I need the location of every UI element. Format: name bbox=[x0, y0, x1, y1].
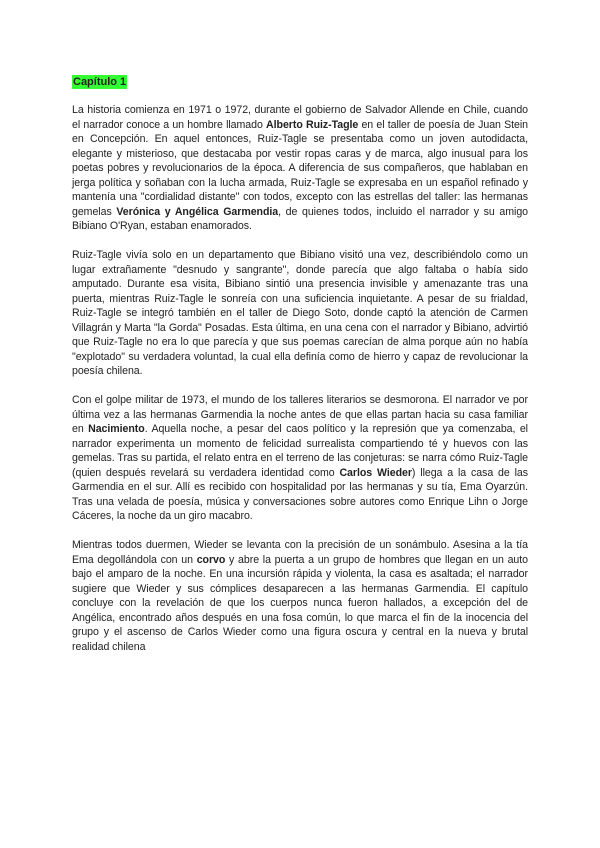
text-run: , de quienes todos, incluido el narrador y su amigo Bibiano O'Ryan, estaban enamorados. bbox=[72, 205, 529, 232]
text-run: ) llega a la casa de las Garmendia en el sur. Allí es recibido con hospitalidad por las hermanas y su tía, Ema Oyarzún. Tras una velada de poesía, música y conversaciones sobre autores como Enrique Lihn o Jorge Cáceres, la noche da un giro macabro. bbox=[72, 466, 529, 522]
bold-text: corvo bbox=[196, 553, 226, 566]
text-run: y abre la puerta a un grupo de hombres que llegan en un auto bajo el amparo de la noche. En una incursión rápida y violenta, la casa es asaltada; el narrador sugiere que Wieder y sus cómplices desaparecen a las hermanas Garmendia. El capítulo concluye con la revelación de que los cuerpos nunca fueron hallados, a excepción del de Angélica, encontrado años después en una fosa común, lo que marca el fin de la inocencia del grupo y el ascenso de Carlos Wieder como una figura oscura y central en la nueva y brutal realidad chilena bbox=[72, 553, 528, 653]
bold-text: Verónica y Angélica Garmendia bbox=[116, 205, 279, 218]
text-run: La historia comienza en 1971 o 1972, durante el gobierno de Salvador Allende en Chile, cuando el narrador conoce a un hombre llamado bbox=[72, 104, 528, 131]
paragraph-3 bbox=[72, 393, 528, 524]
text-run: Mientras todos duermen, Wieder se levanta con la precisión de un sonámbulo. Asesina a la tía Ema degollándola con un bbox=[72, 539, 528, 566]
text-run: Ruiz-Tagle vivía solo en un departamento que Bibiano visitó una vez, describiéndolo como un lugar extrañamente "desnudo y sangrante", donde parecía que algo faltaba o había sido amputado. Durante esa visita, Bibiano sintió una presencia invisible y amenazante tras una puerta, mientras Ruiz-Tagle le sonreía con una suficiencia inquietante. A pesar de su frialdad, Ruiz-Tagle se integró también en el taller de Diego Soto, donde captó la atención de Carmen Villagrán y Marta "la Gorda" Posadas. Esta última, en una cena con el narrador y Bibiano, advirtió que Ruiz-Tagle no era lo que parecía y que sus poemas carecían de alma porque aún no había "explotado" su verdadera voluntad, la cual ella definía como de hierro y capaz de revolucionar la poesía chilena. bbox=[72, 249, 528, 377]
bold-text: Carlos Wieder bbox=[339, 466, 412, 479]
chapter-heading: Capítulo 1 bbox=[73, 76, 127, 88]
text-run: en el taller de poesía de Juan Stein en Concepción. En aquel entonces, Ruiz-Tagle se presentaba como un joven autodidacta, elegante y misterioso, que destacaba por vestir ropas caras y de marca, algo inusual para los poetas pobres y revolucionarios de la época. A diferencia de sus compañeros, que hablaban en jerga política y soñaban con la lucha armada, Ruiz-Tagle se expresaba en un español refinado y mantenía una "cordialidad distante" con todos, excepto con las estrellas del taller: las hermanas gemelas bbox=[72, 118, 528, 218]
text-run: Con el golpe militar de 1973, el mundo de los talleres literarios se desmorona. El narrador ve por última vez a las hermanas Garmendia la noche antes de que ellas partan hacia su casa familiar en bbox=[72, 394, 528, 435]
text-run: . Aquella noche, a pesar del caos político y la represión que ya comenzaba, el narrador experimenta un momento de felicidad surrealista compartiendo té y huevos con las gemelas. Tras su partida, el relato entra en el terreno de las conjeturas: se narra cómo Ruiz-Tagle (quien después revelará su verdadera identidad como bbox=[72, 423, 528, 479]
paragraph-2 bbox=[72, 248, 528, 379]
bold-text: Nacimiento bbox=[88, 423, 145, 435]
paragraph-1 bbox=[72, 103, 528, 234]
paragraph-4 bbox=[72, 538, 528, 654]
bold-text: Alberto Ruiz-Tagle bbox=[266, 118, 359, 131]
